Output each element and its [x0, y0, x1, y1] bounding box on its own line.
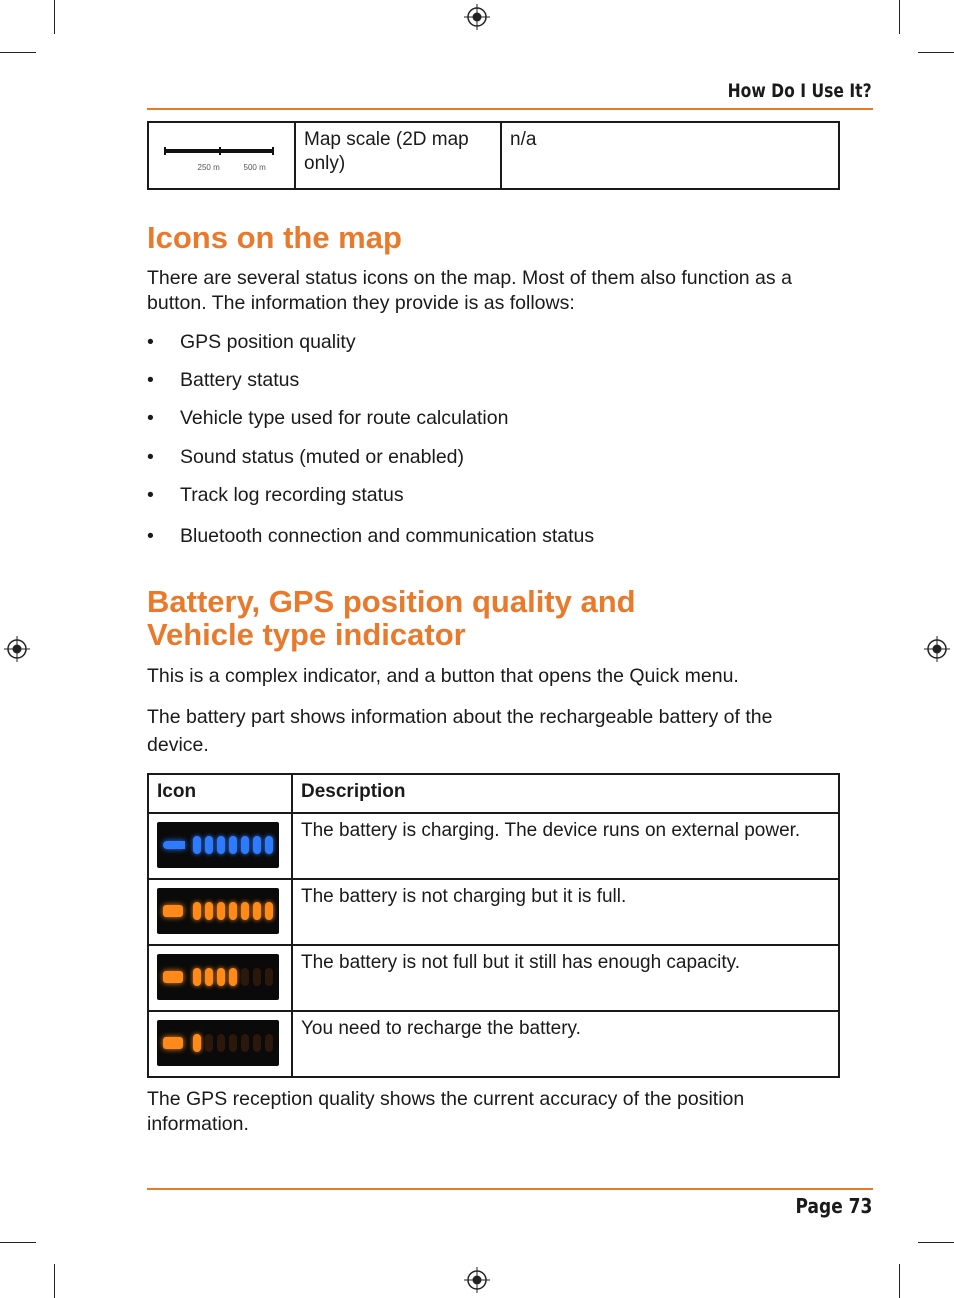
- battery-cell: [229, 902, 237, 920]
- paragraph: This is a complex indicator, and a button that opens the Quick menu.: [147, 665, 739, 687]
- paragraph: The battery part shows information about the rechargeable battery of the device.: [147, 706, 773, 756]
- battery-cell: [217, 1034, 225, 1052]
- battery-cell: [265, 1034, 273, 1052]
- battery-cell: [265, 902, 273, 920]
- table-row: [148, 945, 839, 1011]
- map-scale-value-cell: n/a: [501, 122, 839, 189]
- battery-cell: [253, 1034, 261, 1052]
- battery-cell: [253, 836, 261, 854]
- battery-plug-icon: [163, 971, 183, 983]
- battery-cell: [229, 1034, 237, 1052]
- battery-cell: [193, 836, 201, 854]
- battery-plug-icon: [163, 1037, 183, 1049]
- battery-cell: [265, 968, 273, 986]
- battery-cell: [253, 902, 261, 920]
- section-heading-battery: Battery, GPS position quality and Vehicle type indicator: [147, 584, 636, 652]
- table-row: [148, 1011, 839, 1077]
- row-description: The battery is not full but it still has enough capacity.: [292, 945, 839, 1011]
- battery-plug-icon: [163, 905, 183, 917]
- battery-charging-icon: [157, 822, 279, 868]
- battery-cell: [193, 902, 201, 920]
- registration-mark-icon: [924, 636, 950, 662]
- crop-mark: [54, 1264, 55, 1298]
- registration-mark-icon: [464, 4, 490, 30]
- crop-mark: [0, 1242, 36, 1243]
- row-description: You need to recharge the battery.: [292, 1011, 839, 1077]
- section-heading-icons: Icons on the map: [147, 220, 402, 255]
- map-scale-name-cell: Map scale (2D map only): [295, 122, 501, 189]
- battery-cell: [241, 836, 249, 854]
- battery-cell: [217, 836, 225, 854]
- battery-cell: [229, 968, 237, 986]
- battery-cell: [253, 968, 261, 986]
- registration-mark-icon: [4, 636, 30, 662]
- header-rule: [147, 108, 873, 110]
- scale-label: 250 m: [197, 162, 220, 172]
- page-number: Page 73: [795, 1194, 872, 1218]
- row-description: The battery is charging. The device runs on external power.: [292, 813, 839, 879]
- map-scale-table: [147, 121, 840, 190]
- crop-mark: [0, 52, 36, 53]
- running-header: How Do I Use It?: [727, 80, 872, 102]
- scale-label: 500 m: [243, 162, 266, 172]
- table-row: [148, 879, 839, 945]
- map-scale-icon-cell: [148, 122, 295, 189]
- battery-cell: [205, 968, 213, 986]
- map-scale-icon: [162, 141, 282, 171]
- table-row: [148, 813, 839, 879]
- battery-cell: [193, 1034, 201, 1052]
- battery-cell: [229, 836, 237, 854]
- footer-rule: [147, 1188, 873, 1190]
- column-header-icon: Icon: [148, 774, 292, 813]
- battery-cell: [241, 902, 249, 920]
- battery-cell: [217, 968, 225, 986]
- battery-cell: [205, 1034, 213, 1052]
- column-header-description: Description: [292, 774, 839, 813]
- row-description: The battery is not charging but it is full.: [292, 879, 839, 945]
- battery-cell: [241, 1034, 249, 1052]
- crop-mark: [899, 0, 900, 34]
- crop-mark: [918, 1242, 954, 1243]
- battery-cell: [205, 836, 213, 854]
- battery-medium-icon: [157, 954, 279, 1000]
- battery-cell: [241, 968, 249, 986]
- battery-plug-icon: [163, 841, 185, 849]
- crop-mark: [899, 1264, 900, 1298]
- crop-mark: [54, 0, 55, 34]
- battery-cell: [193, 968, 201, 986]
- battery-cell: [217, 902, 225, 920]
- battery-cell: [205, 902, 213, 920]
- registration-mark-icon: [464, 1267, 490, 1293]
- battery-cell: [265, 836, 273, 854]
- battery-icon-table: [147, 773, 840, 1078]
- crop-mark: [918, 52, 954, 53]
- closing-paragraph: The GPS reception quality shows the current accuracy of the position information.: [147, 1088, 745, 1135]
- section-intro: There are several status icons on the map. Most of them also function as a button. The information they provide is as follows:: [147, 267, 792, 314]
- battery-low-icon: [157, 1020, 279, 1066]
- battery-full-icon: [157, 888, 279, 934]
